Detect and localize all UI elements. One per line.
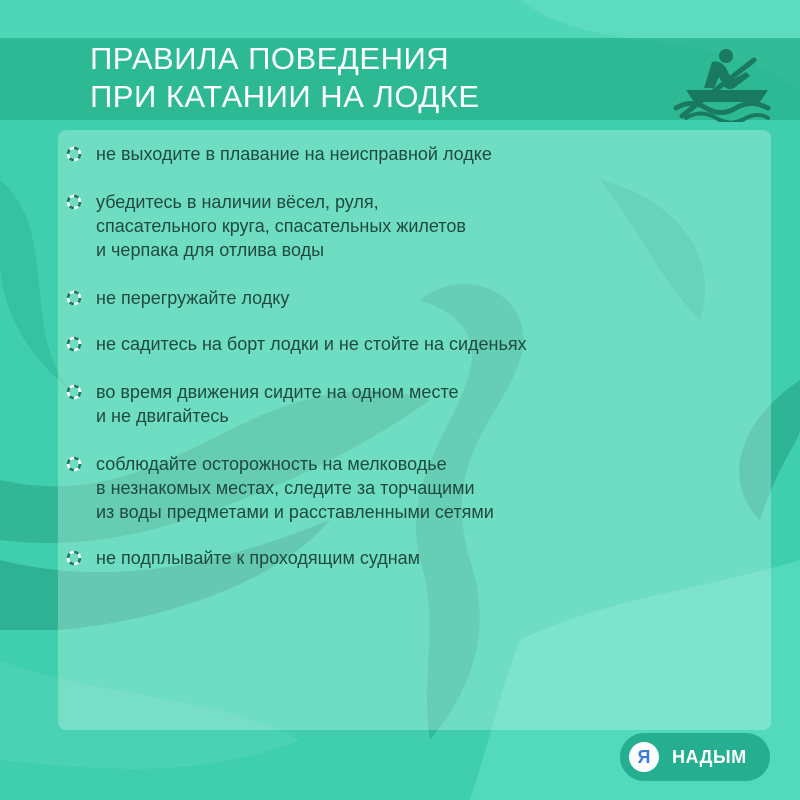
life-ring-icon xyxy=(66,290,82,306)
life-ring-icon xyxy=(66,336,82,352)
rule-text: во время движения сидите на одном месте и не двигайтесь xyxy=(96,382,459,426)
page-title-line-2: ПРИ КАТАНИИ НА ЛОДКЕ xyxy=(90,79,480,114)
life-ring-icon xyxy=(66,456,82,472)
rule-text: не выходите в плавание на неисправной лодке xyxy=(96,144,492,164)
city-name: НАДЫМ xyxy=(672,747,747,767)
rule-text: не перегружайте лодку xyxy=(96,288,290,308)
rule-text: не садитесь на борт лодки и не стойте на сиденьях xyxy=(96,334,527,354)
ya-logo: Я xyxy=(629,742,659,772)
life-ring-icon xyxy=(66,384,82,400)
life-ring-icon xyxy=(66,146,82,162)
life-ring-icon xyxy=(66,194,82,210)
rowing-boat-icon xyxy=(672,46,774,122)
rule-text: не подплывайте к проходящим суднам xyxy=(96,548,421,568)
rule-text: убедитесь в наличии вёсел, руля, спасательного круга, спасательных жилетов и черпака для отлива воды xyxy=(96,192,466,260)
city-badge xyxy=(620,733,770,781)
page-title xyxy=(90,40,480,116)
life-ring-icon xyxy=(66,550,82,566)
rule-text: соблюдайте осторожность на мелководье в незнакомых местах, следите за торчащими из воды предметами и расставленными сетями xyxy=(96,454,494,522)
page-title-line-1: ПРАВИЛА ПОВЕДЕНИЯ xyxy=(90,41,450,76)
